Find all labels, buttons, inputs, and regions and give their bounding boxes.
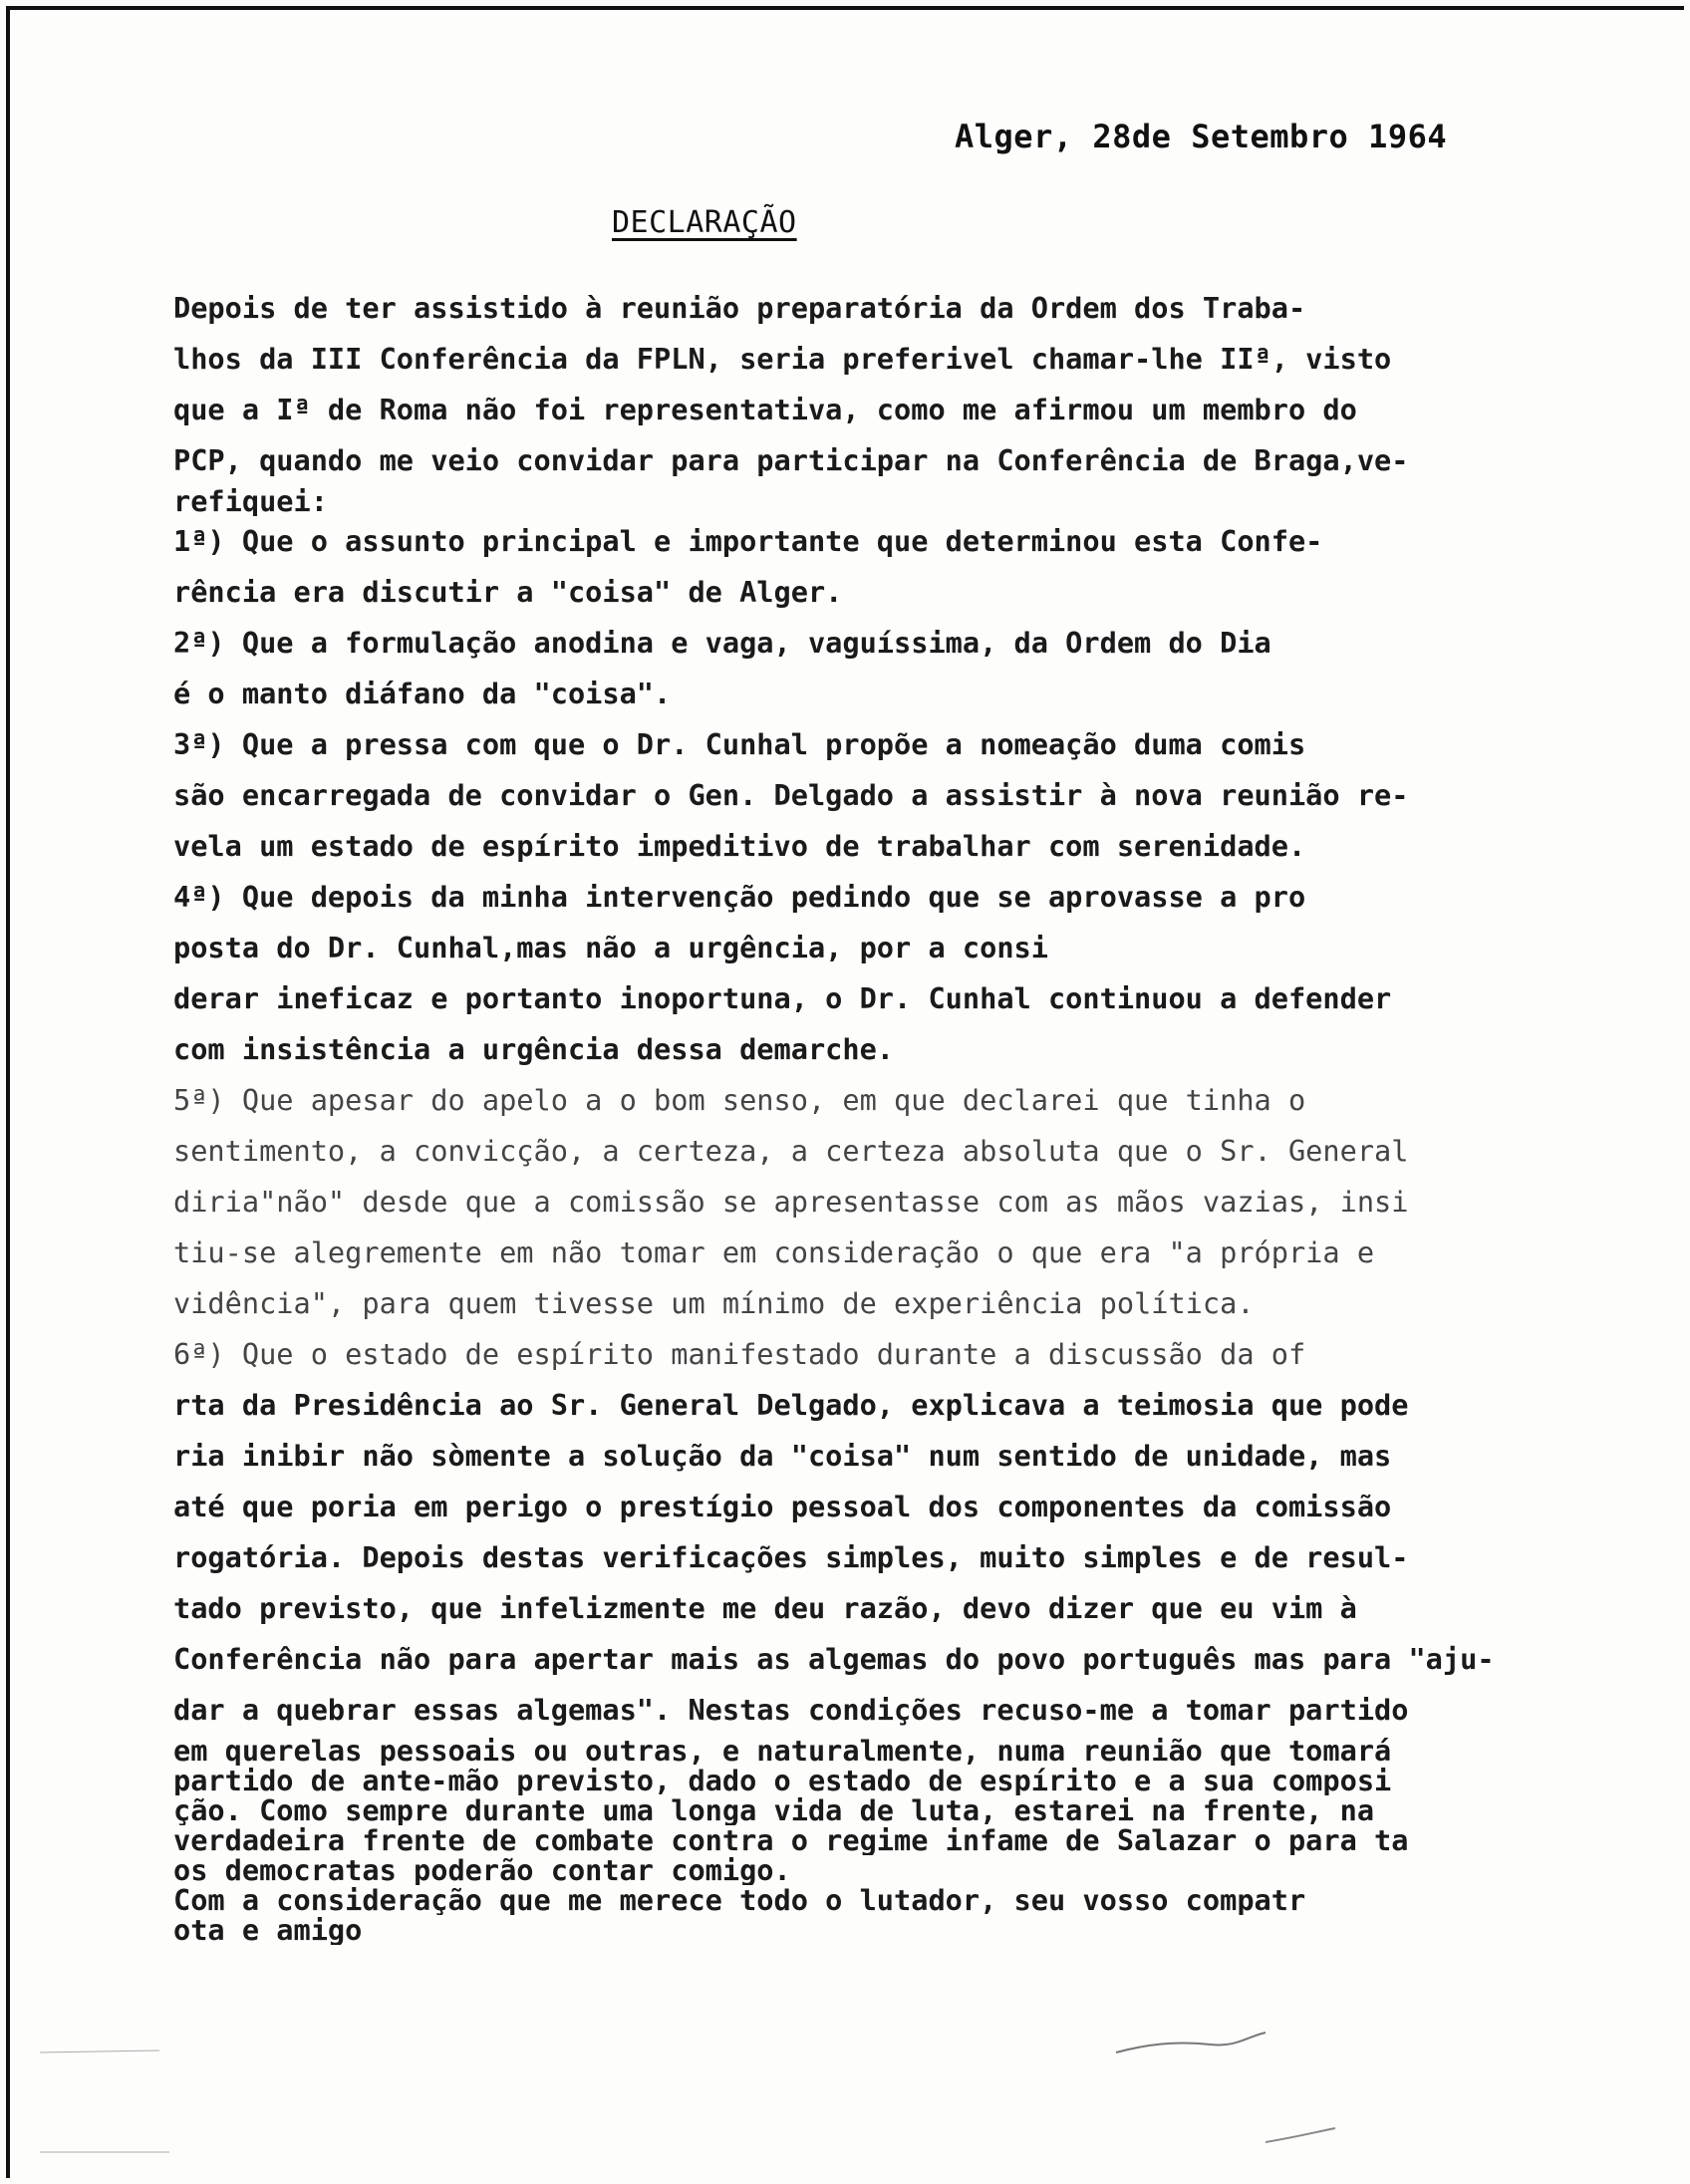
body-line: tiu-se alegremente em não tomar em consideração o que era "a própria e [173,1235,1375,1269]
body-line: é o manto diáfano da "coisa". [173,677,672,710]
body-line: que a Iª de Roma não foi representativa, como me afirmou um membro do [173,393,1357,426]
body-line: Depois de ter assistido à reunião preparatória da Ordem dos Traba- [173,291,1306,325]
body-line: sentimento, a convicção, a certeza, a certeza absoluta que o Sr. General [173,1134,1409,1168]
body-line: posta do Dr. Cunhal,mas não a urgência, por a consi [173,931,1048,964]
body-line: refiquei: [173,486,328,516]
body-line: diria"não" desde que a comissão se apresentasse com as mãos vazias, insi [173,1185,1409,1219]
body-line: vidência", para quem tivesse um mínimo de experiência política. [173,1286,1255,1320]
body-line: partido de ante-mão previsto, dado o estado de espírito e a sua composi [173,1766,1392,1795]
body-line: 4ª) Que depois da minha intervenção pedindo que se aprovasse a pro [173,880,1306,914]
body-line: rogatória. Depois destas verificações simples, muito simples e de resul- [173,1540,1409,1574]
body-line: até que poria em perigo o prestígio pessoal dos componentes da comissão [173,1490,1392,1523]
body-line: Com a consideração que me merece todo o lutador, seu vosso compatr [173,1885,1306,1915]
body-line: em querelas pessoais ou outras, e naturalmente, numa reunião que tomará [173,1736,1392,1766]
body-line: verdadeira frente de combate contra o regime infame de Salazar o para ta [173,1825,1409,1855]
body-line: vela um estado de espírito impeditivo de trabalhar com serenidade. [173,829,1306,863]
body-line: ção. Como sempre durante uma longa vida de luta, estarei na frente, na [173,1795,1375,1825]
body-line: com insistência a urgência dessa demarche. [173,1032,895,1066]
body-line: lhos da III Conferência da FPLN, seria preferivel chamar-lhe IIª, visto [173,342,1392,376]
document-title: DECLARAÇÃO [612,205,797,240]
body-line: 1ª) Que o assunto principal e importante que determinou esta Confe- [173,524,1323,558]
body-line: PCP, quando me veio convidar para participar na Conferência de Braga,ve- [173,443,1409,477]
body-line: rta da Presidência ao Sr. General Delgado, explicava a teimosia que pode [173,1388,1409,1422]
body-line: dar a quebrar essas algemas". Nestas condições recuso-me a tomar partido [173,1693,1409,1727]
body-line: 3ª) Que a pressa com que o Dr. Cunhal propõe a nomeação duma comis [173,727,1306,761]
body-line: 6ª) Que o estado de espírito manifestado durante a discussão da of [173,1337,1306,1371]
dateline: Alger, 28de Setembro 1964 [955,118,1448,155]
body-line: 5ª) Que apesar do apelo a o bom senso, em que declarei que tinha o [173,1083,1306,1117]
body-line: derar ineficaz e portanto inoportuna, o Dr. Cunhal continuou a defender [173,981,1392,1015]
body-line: ria inibir não sòmente a solução da "coisa" num sentido de unidade, mas [173,1439,1392,1473]
body-line: tado previsto, que infelizmente me deu razão, devo dizer que eu vim à [173,1591,1357,1625]
body-line: ota e amigo [173,1915,363,1945]
page-edge-left [6,6,10,2178]
body-line: 2ª) Que a formulação anodina e vaga, vaguíssima, da Ordem do Dia [173,626,1271,660]
declaration-body [173,283,1638,1945]
body-line: são encarregada de convidar o Gen. Delgado a assistir à nova reunião re- [173,778,1409,812]
body-line: rência era discutir a "coisa" de Alger. [173,575,843,609]
body-line: os democratas poderão contar comigo. [173,1855,791,1885]
body-line: Conferência não para apertar mais as algemas do povo português mas para "aju- [173,1642,1495,1676]
page-edge-top [6,6,1684,10]
